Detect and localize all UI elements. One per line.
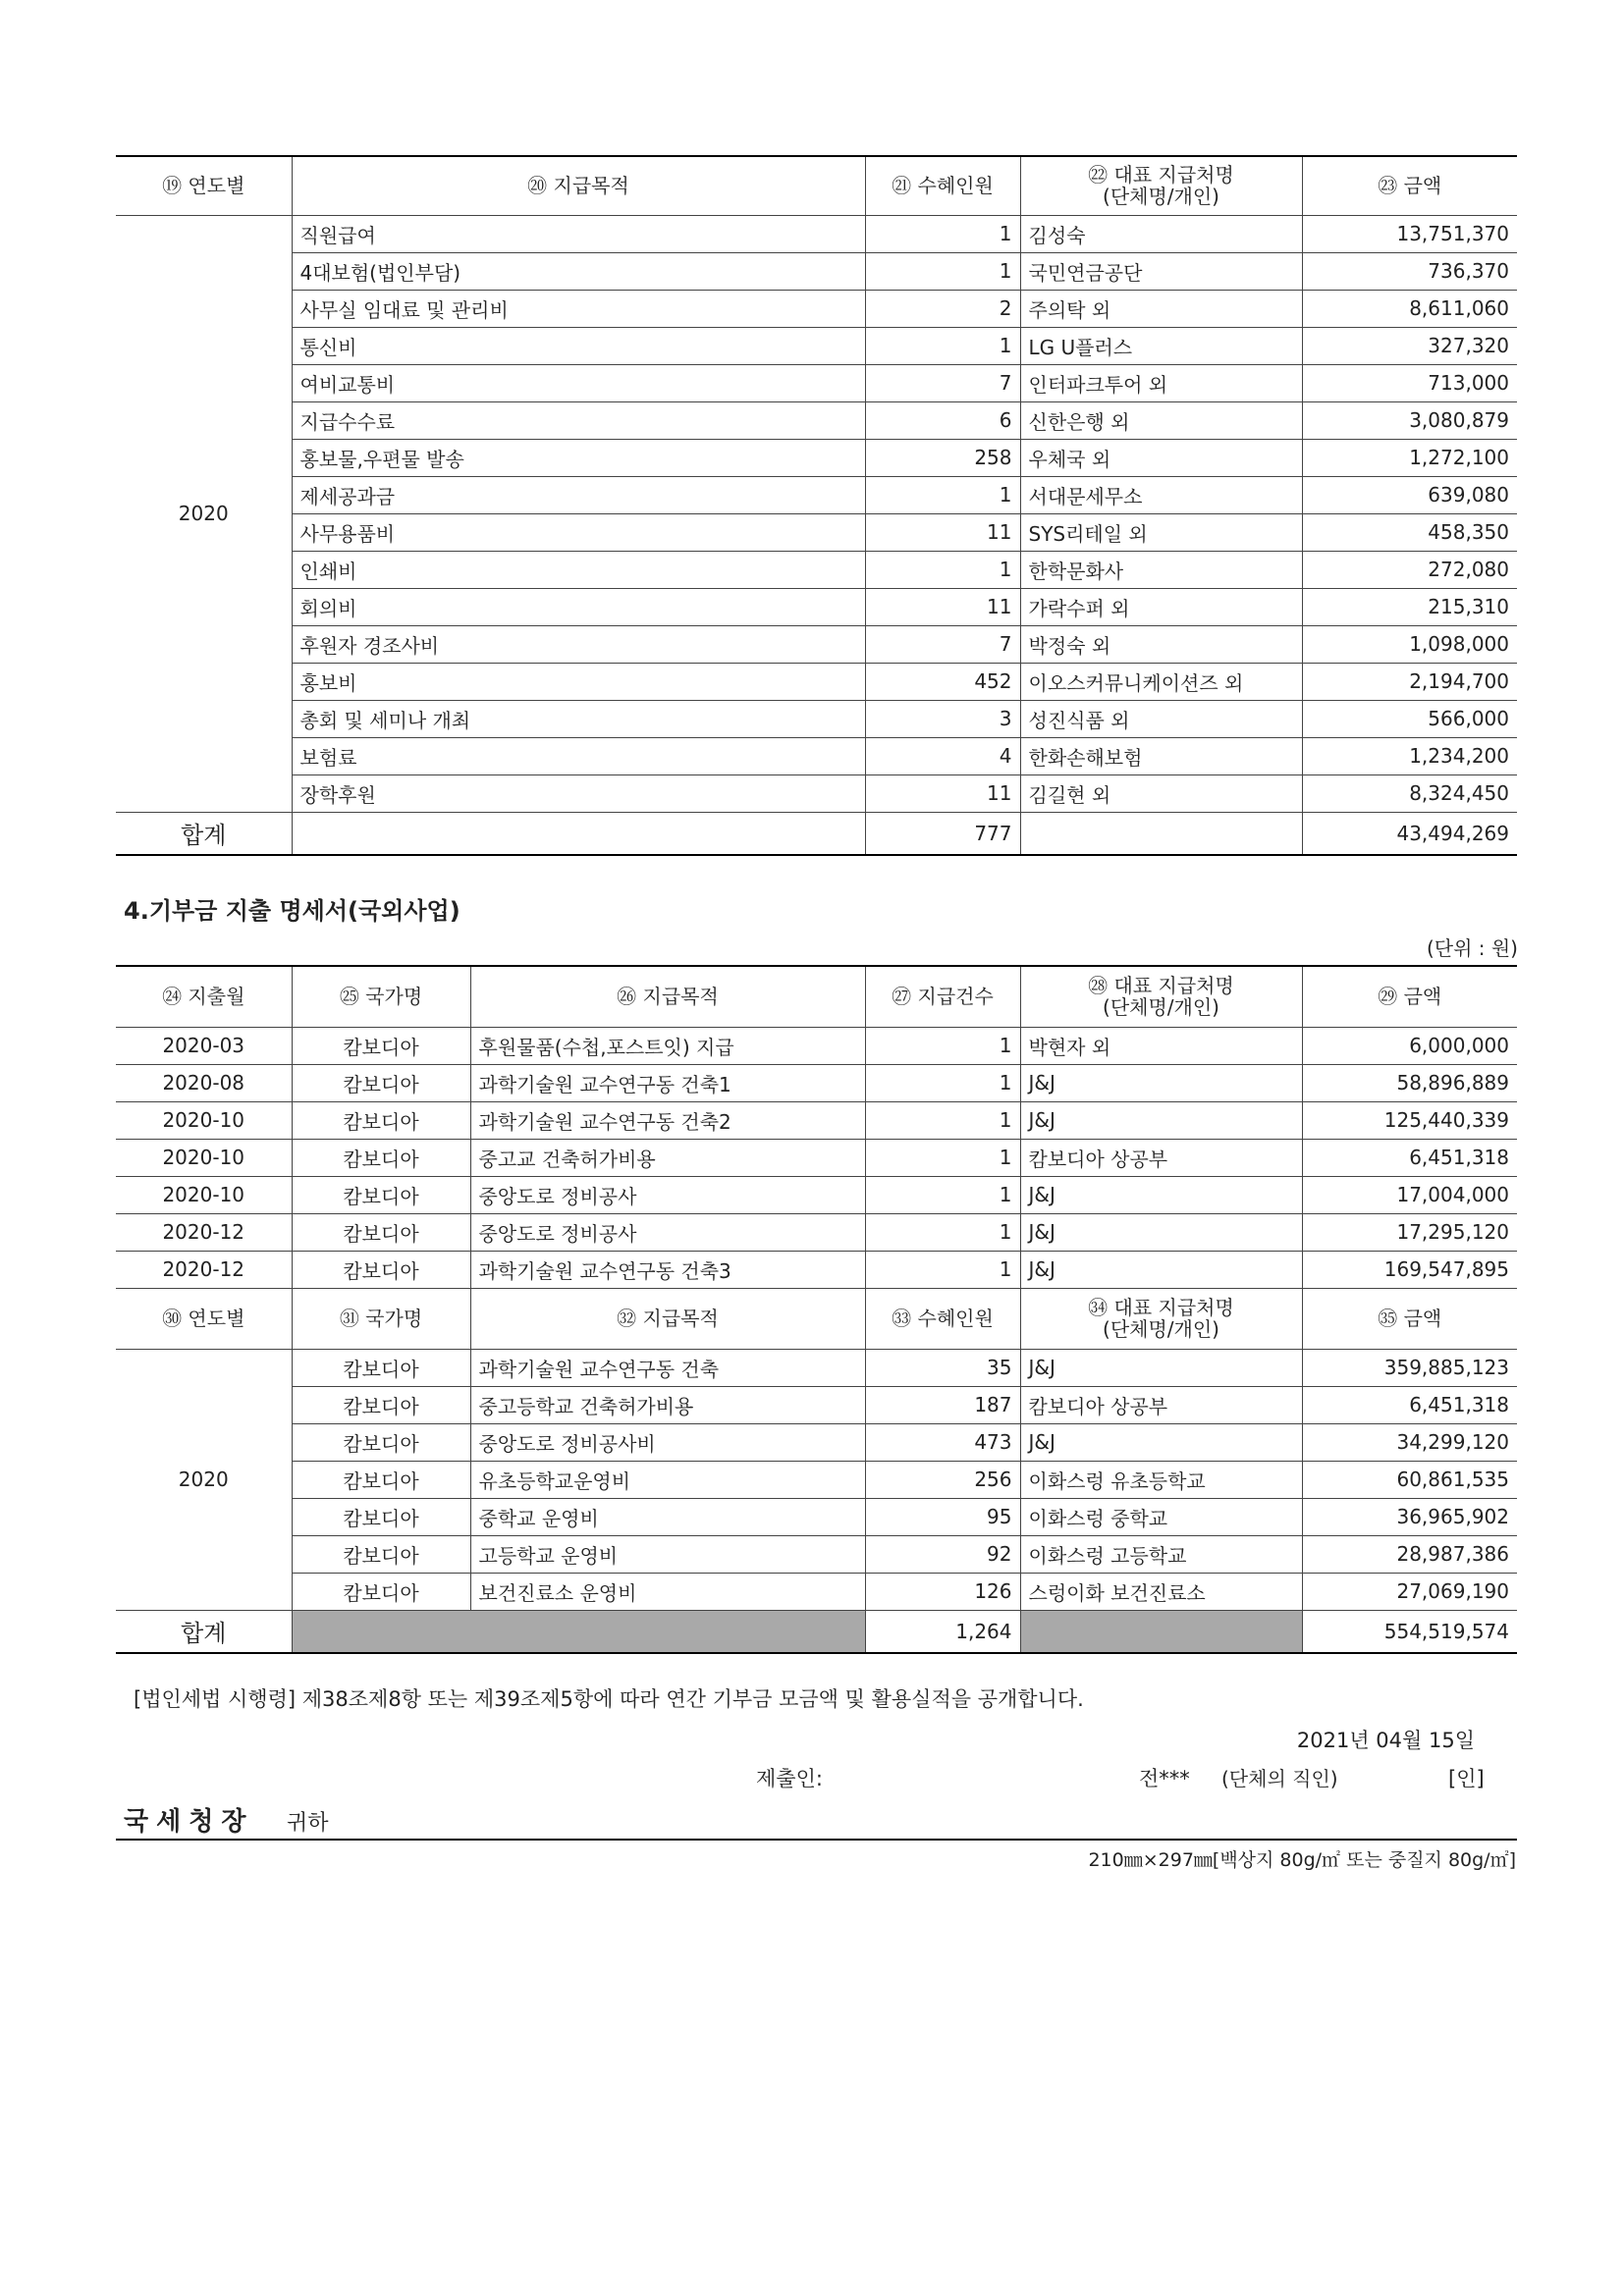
table-row: [116, 1176, 1517, 1213]
payee-cell: 주의탁 외: [1020, 290, 1302, 327]
count-cell: 1: [865, 327, 1020, 364]
count-cell: 2: [865, 290, 1020, 327]
amount-cell: 8,611,060: [1302, 290, 1517, 327]
table-row: [116, 1027, 1517, 1064]
count-cell: 11: [865, 588, 1020, 625]
payee-cell: 이화스렁 중학교: [1020, 1498, 1302, 1535]
payee-cell: 국민연금공단: [1020, 252, 1302, 290]
table-row: [116, 774, 1517, 812]
amount-cell: 28,987,386: [1302, 1535, 1517, 1573]
purpose-cell: 사무실 임대료 및 관리비: [292, 290, 865, 327]
header-payee-label: ㉞ 대표 지급처명: [1088, 1296, 1234, 1319]
amount-cell: 1,098,000: [1302, 625, 1517, 663]
amount-cell: 2,194,700: [1302, 663, 1517, 700]
table-row: [116, 1461, 1517, 1498]
purpose-cell: 과학기술원 교수연구동 건축1: [470, 1064, 865, 1101]
total-gray-cell: [292, 1610, 865, 1653]
payee-cell: 이화스렁 고등학교: [1020, 1535, 1302, 1573]
header-purpose: ㉖ 지급목적: [470, 966, 865, 1027]
table-row: [116, 1064, 1517, 1101]
count-cell: 1: [865, 215, 1020, 252]
count-cell: 4: [865, 737, 1020, 774]
total-count: 777: [865, 812, 1020, 855]
header-amount: ㉟ 금액: [1302, 1288, 1517, 1349]
payee-cell: 한화손해보험: [1020, 737, 1302, 774]
count-cell: 7: [865, 625, 1020, 663]
count-cell: 1: [865, 252, 1020, 290]
table-row: [116, 1251, 1517, 1288]
count-cell: 1: [865, 1064, 1020, 1101]
payee-cell: LG U플러스: [1020, 327, 1302, 364]
purpose-cell: 과학기술원 교수연구동 건축3: [470, 1251, 865, 1288]
total-row: [116, 812, 1517, 855]
header-beneficiaries: ㉑ 수혜인원: [865, 156, 1020, 215]
amount-cell: 36,965,902: [1302, 1498, 1517, 1535]
payee-cell: 이화스렁 유초등학교: [1020, 1461, 1302, 1498]
header-payee-label: ㉘ 대표 지급처명: [1088, 974, 1234, 998]
header-purpose: ㉜ 지급목적: [470, 1288, 865, 1349]
table-row: [116, 737, 1517, 774]
payee-cell: J&J: [1020, 1349, 1302, 1386]
count-cell: 1: [865, 1027, 1020, 1064]
month-cell: 2020-10: [116, 1139, 292, 1176]
count-cell: 126: [865, 1573, 1020, 1610]
table-row: [116, 290, 1517, 327]
count-cell: 35: [865, 1349, 1020, 1386]
count-cell: 92: [865, 1535, 1020, 1573]
purpose-cell: 사무용품비: [292, 513, 865, 551]
total-label: 합계: [116, 812, 292, 855]
purpose-cell: 과학기술원 교수연구동 건축2: [470, 1101, 865, 1139]
recipient-suffix: 귀하: [287, 1811, 329, 1836]
header-amount: ㉙ 금액: [1302, 966, 1517, 1027]
count-cell: 1: [865, 1101, 1020, 1139]
header-payee: [1020, 156, 1302, 215]
table-row: [116, 588, 1517, 625]
country-cell: 캄보디아: [292, 1139, 470, 1176]
total-label: 합계: [116, 1610, 292, 1653]
count-cell: 1: [865, 1176, 1020, 1213]
count-cell: 6: [865, 401, 1020, 439]
header-payee-label: ㉒ 대표 지급처명: [1088, 163, 1234, 187]
payee-cell: 한학문화사: [1020, 551, 1302, 588]
payee-cell: 신한은행 외: [1020, 401, 1302, 439]
header-row: [116, 1288, 1517, 1349]
header-row: [116, 966, 1517, 1027]
month-cell: 2020-12: [116, 1251, 292, 1288]
table-row: [116, 327, 1517, 364]
header-year: ⑲ 연도별: [116, 156, 292, 215]
payee-cell: J&J: [1020, 1213, 1302, 1251]
section-title: 4.기부금 지출 명세서(국외사업): [124, 897, 460, 925]
count-cell: 1: [865, 1251, 1020, 1288]
count-cell: 1: [865, 476, 1020, 513]
amount-cell: 3,080,879: [1302, 401, 1517, 439]
purpose-cell: 4대보험(법인부담): [292, 252, 865, 290]
table-row: [116, 551, 1517, 588]
month-cell: 2020-08: [116, 1064, 292, 1101]
country-cell: 캄보디아: [292, 1027, 470, 1064]
purpose-cell: 중학교 운영비: [470, 1498, 865, 1535]
header-country: ㉛ 국가명: [292, 1288, 470, 1349]
table-row: [116, 439, 1517, 476]
purpose-cell: 고등학교 운영비: [470, 1535, 865, 1573]
table-row: [116, 476, 1517, 513]
header-amount: ㉓ 금액: [1302, 156, 1517, 215]
payee-cell: 우체국 외: [1020, 439, 1302, 476]
payee-cell: J&J: [1020, 1251, 1302, 1288]
purpose-cell: 과학기술원 교수연구동 건축: [470, 1349, 865, 1386]
amount-cell: 736,370: [1302, 252, 1517, 290]
payee-cell: 스렁이화 보건진료소: [1020, 1573, 1302, 1610]
purpose-cell: 중앙도로 정비공사: [470, 1213, 865, 1251]
header-payee: [1020, 966, 1302, 1027]
table-row: [116, 1573, 1517, 1610]
purpose-cell: 장학후원: [292, 774, 865, 812]
table-row: [116, 1386, 1517, 1423]
country-cell: 캄보디아: [292, 1535, 470, 1573]
amount-cell: 17,295,120: [1302, 1213, 1517, 1251]
table-row: [116, 364, 1517, 401]
payee-cell: J&J: [1020, 1064, 1302, 1101]
table-row: [116, 1213, 1517, 1251]
country-cell: 캄보디아: [292, 1498, 470, 1535]
payee-cell: SYS리테일 외: [1020, 513, 1302, 551]
total-count: 1,264: [865, 1610, 1020, 1653]
legal-footnote: [법인세법 시행령] 제38조제8항 또는 제39조제5항에 따라 연간 기부금 모금액 및 활용실적을 공개합니다.: [134, 1687, 1084, 1711]
table-row: [116, 1349, 1517, 1386]
count-cell: 1: [865, 551, 1020, 588]
amount-cell: 215,310: [1302, 588, 1517, 625]
table-row: [116, 1139, 1517, 1176]
purpose-cell: 보험료: [292, 737, 865, 774]
purpose-cell: 홍보물,우편물 발송: [292, 439, 865, 476]
total-empty: [1020, 812, 1302, 855]
month-cell: 2020-03: [116, 1027, 292, 1064]
count-cell: 1: [865, 1213, 1020, 1251]
payee-cell: 인터파크투어 외: [1020, 364, 1302, 401]
submission-date: 2021년 04월 15일: [1296, 1729, 1475, 1752]
table-row: [116, 700, 1517, 737]
amount-cell: 713,000: [1302, 364, 1517, 401]
amount-cell: 566,000: [1302, 700, 1517, 737]
submitter-name: 전***: [1139, 1767, 1190, 1790]
table-row: [116, 401, 1517, 439]
amount-cell: 327,320: [1302, 327, 1517, 364]
table-row: [116, 252, 1517, 290]
header-year: ㉚ 연도별: [116, 1288, 292, 1349]
table-row: [116, 663, 1517, 700]
bottom-rule: [116, 1839, 1517, 1841]
count-cell: 258: [865, 439, 1020, 476]
recipient: 국세청장: [124, 1807, 254, 1837]
count-cell: 11: [865, 774, 1020, 812]
header-payee-sub: (단체명/개인): [1103, 1317, 1219, 1341]
count-cell: 452: [865, 663, 1020, 700]
amount-cell: 6,451,318: [1302, 1139, 1517, 1176]
count-cell: 256: [865, 1461, 1020, 1498]
amount-cell: 272,080: [1302, 551, 1517, 588]
table-row: [116, 1535, 1517, 1573]
country-cell: 캄보디아: [292, 1461, 470, 1498]
amount-cell: 125,440,339: [1302, 1101, 1517, 1139]
amount-cell: 17,004,000: [1302, 1176, 1517, 1213]
header-beneficiaries: ㉝ 수혜인원: [865, 1288, 1020, 1349]
overseas-expense-table: [116, 965, 1517, 1654]
month-cell: 2020-12: [116, 1213, 292, 1251]
purpose-cell: 직원급여: [292, 215, 865, 252]
payee-cell: 이오스커뮤니케이션즈 외: [1020, 663, 1302, 700]
domestic-expense-table: [116, 155, 1517, 856]
table-row: [116, 1498, 1517, 1535]
payee-cell: 서대문세무소: [1020, 476, 1302, 513]
purpose-cell: 후원자 경조사비: [292, 625, 865, 663]
submitter-label: 제출인:: [756, 1767, 823, 1790]
header-payee-sub: (단체명/개인): [1103, 185, 1219, 209]
country-cell: 캄보디아: [292, 1064, 470, 1101]
count-cell: 11: [865, 513, 1020, 551]
amount-cell: 458,350: [1302, 513, 1517, 551]
purpose-cell: 중앙도로 정비공사비: [470, 1423, 865, 1461]
purpose-cell: 총회 및 세미나 개최: [292, 700, 865, 737]
year-cell: 2020: [116, 1349, 292, 1610]
purpose-cell: 중고등학교 건축허가비용: [470, 1386, 865, 1423]
purpose-cell: 지급수수료: [292, 401, 865, 439]
purpose-cell: 회의비: [292, 588, 865, 625]
seal-mark: [인]: [1448, 1767, 1485, 1790]
purpose-cell: 통신비: [292, 327, 865, 364]
count-cell: 1: [865, 1139, 1020, 1176]
header-purpose: ⑳ 지급목적: [292, 156, 865, 215]
country-cell: 캄보디아: [292, 1349, 470, 1386]
purpose-cell: 제세공과금: [292, 476, 865, 513]
payee-cell: 캄보디아 상공부: [1020, 1139, 1302, 1176]
submitter-role: (단체의 직인): [1221, 1767, 1338, 1790]
country-cell: 캄보디아: [292, 1176, 470, 1213]
count-cell: 7: [865, 364, 1020, 401]
payee-cell: 성진식품 외: [1020, 700, 1302, 737]
country-cell: 캄보디아: [292, 1101, 470, 1139]
amount-cell: 6,451,318: [1302, 1386, 1517, 1423]
payee-cell: J&J: [1020, 1101, 1302, 1139]
table-row: [116, 1423, 1517, 1461]
amount-cell: 359,885,123: [1302, 1349, 1517, 1386]
table-row: [116, 513, 1517, 551]
payee-cell: 박정숙 외: [1020, 625, 1302, 663]
purpose-cell: 여비교통비: [292, 364, 865, 401]
payee-cell: 캄보디아 상공부: [1020, 1386, 1302, 1423]
amount-cell: 1,272,100: [1302, 439, 1517, 476]
payee-cell: 박현자 외: [1020, 1027, 1302, 1064]
amount-cell: 1,234,200: [1302, 737, 1517, 774]
purpose-cell: 중고교 건축허가비용: [470, 1139, 865, 1176]
amount-cell: 34,299,120: [1302, 1423, 1517, 1461]
paper-spec: 210㎜×297㎜[백상지 80g/㎡ 또는 중질지 80g/㎡]: [1088, 1849, 1516, 1871]
month-cell: 2020-10: [116, 1176, 292, 1213]
payee-cell: 김길현 외: [1020, 774, 1302, 812]
purpose-cell: 중앙도로 정비공사: [470, 1176, 865, 1213]
amount-cell: 639,080: [1302, 476, 1517, 513]
purpose-cell: 인쇄비: [292, 551, 865, 588]
total-amount: 554,519,574: [1302, 1610, 1517, 1653]
amount-cell: 13,751,370: [1302, 215, 1517, 252]
table-row: [116, 1101, 1517, 1139]
total-empty: [292, 812, 865, 855]
payee-cell: 가락수퍼 외: [1020, 588, 1302, 625]
country-cell: 캄보디아: [292, 1213, 470, 1251]
amount-cell: 27,069,190: [1302, 1573, 1517, 1610]
count-cell: 3: [865, 700, 1020, 737]
payee-cell: 김성숙: [1020, 215, 1302, 252]
year-cell: 2020: [116, 215, 292, 812]
country-cell: 캄보디아: [292, 1386, 470, 1423]
unit-label: (단위 : 원): [1426, 936, 1518, 960]
amount-cell: 169,547,895: [1302, 1251, 1517, 1288]
payee-cell: J&J: [1020, 1423, 1302, 1461]
country-cell: 캄보디아: [292, 1573, 470, 1610]
header-month: ㉔ 지출월: [116, 966, 292, 1027]
amount-cell: 60,861,535: [1302, 1461, 1517, 1498]
table-row: [116, 215, 1517, 252]
count-cell: 473: [865, 1423, 1020, 1461]
header-country: ㉕ 국가명: [292, 966, 470, 1027]
purpose-cell: 후원물품(수첩,포스트잇) 지급: [470, 1027, 865, 1064]
count-cell: 187: [865, 1386, 1020, 1423]
purpose-cell: 유초등학교운영비: [470, 1461, 865, 1498]
total-row: [116, 1610, 1517, 1653]
purpose-cell: 보건진료소 운영비: [470, 1573, 865, 1610]
header-payee: [1020, 1288, 1302, 1349]
purpose-cell: 홍보비: [292, 663, 865, 700]
count-cell: 95: [865, 1498, 1020, 1535]
amount-cell: 6,000,000: [1302, 1027, 1517, 1064]
table-row: [116, 625, 1517, 663]
total-amount: 43,494,269: [1302, 812, 1517, 855]
payee-cell: J&J: [1020, 1176, 1302, 1213]
amount-cell: 58,896,889: [1302, 1064, 1517, 1101]
total-gray-cell: [1020, 1610, 1302, 1653]
header-count: ㉗ 지급건수: [865, 966, 1020, 1027]
amount-cell: 8,324,450: [1302, 774, 1517, 812]
country-cell: 캄보디아: [292, 1423, 470, 1461]
country-cell: 캄보디아: [292, 1251, 470, 1288]
header-payee-sub: (단체명/개인): [1103, 995, 1219, 1020]
month-cell: 2020-10: [116, 1101, 292, 1139]
